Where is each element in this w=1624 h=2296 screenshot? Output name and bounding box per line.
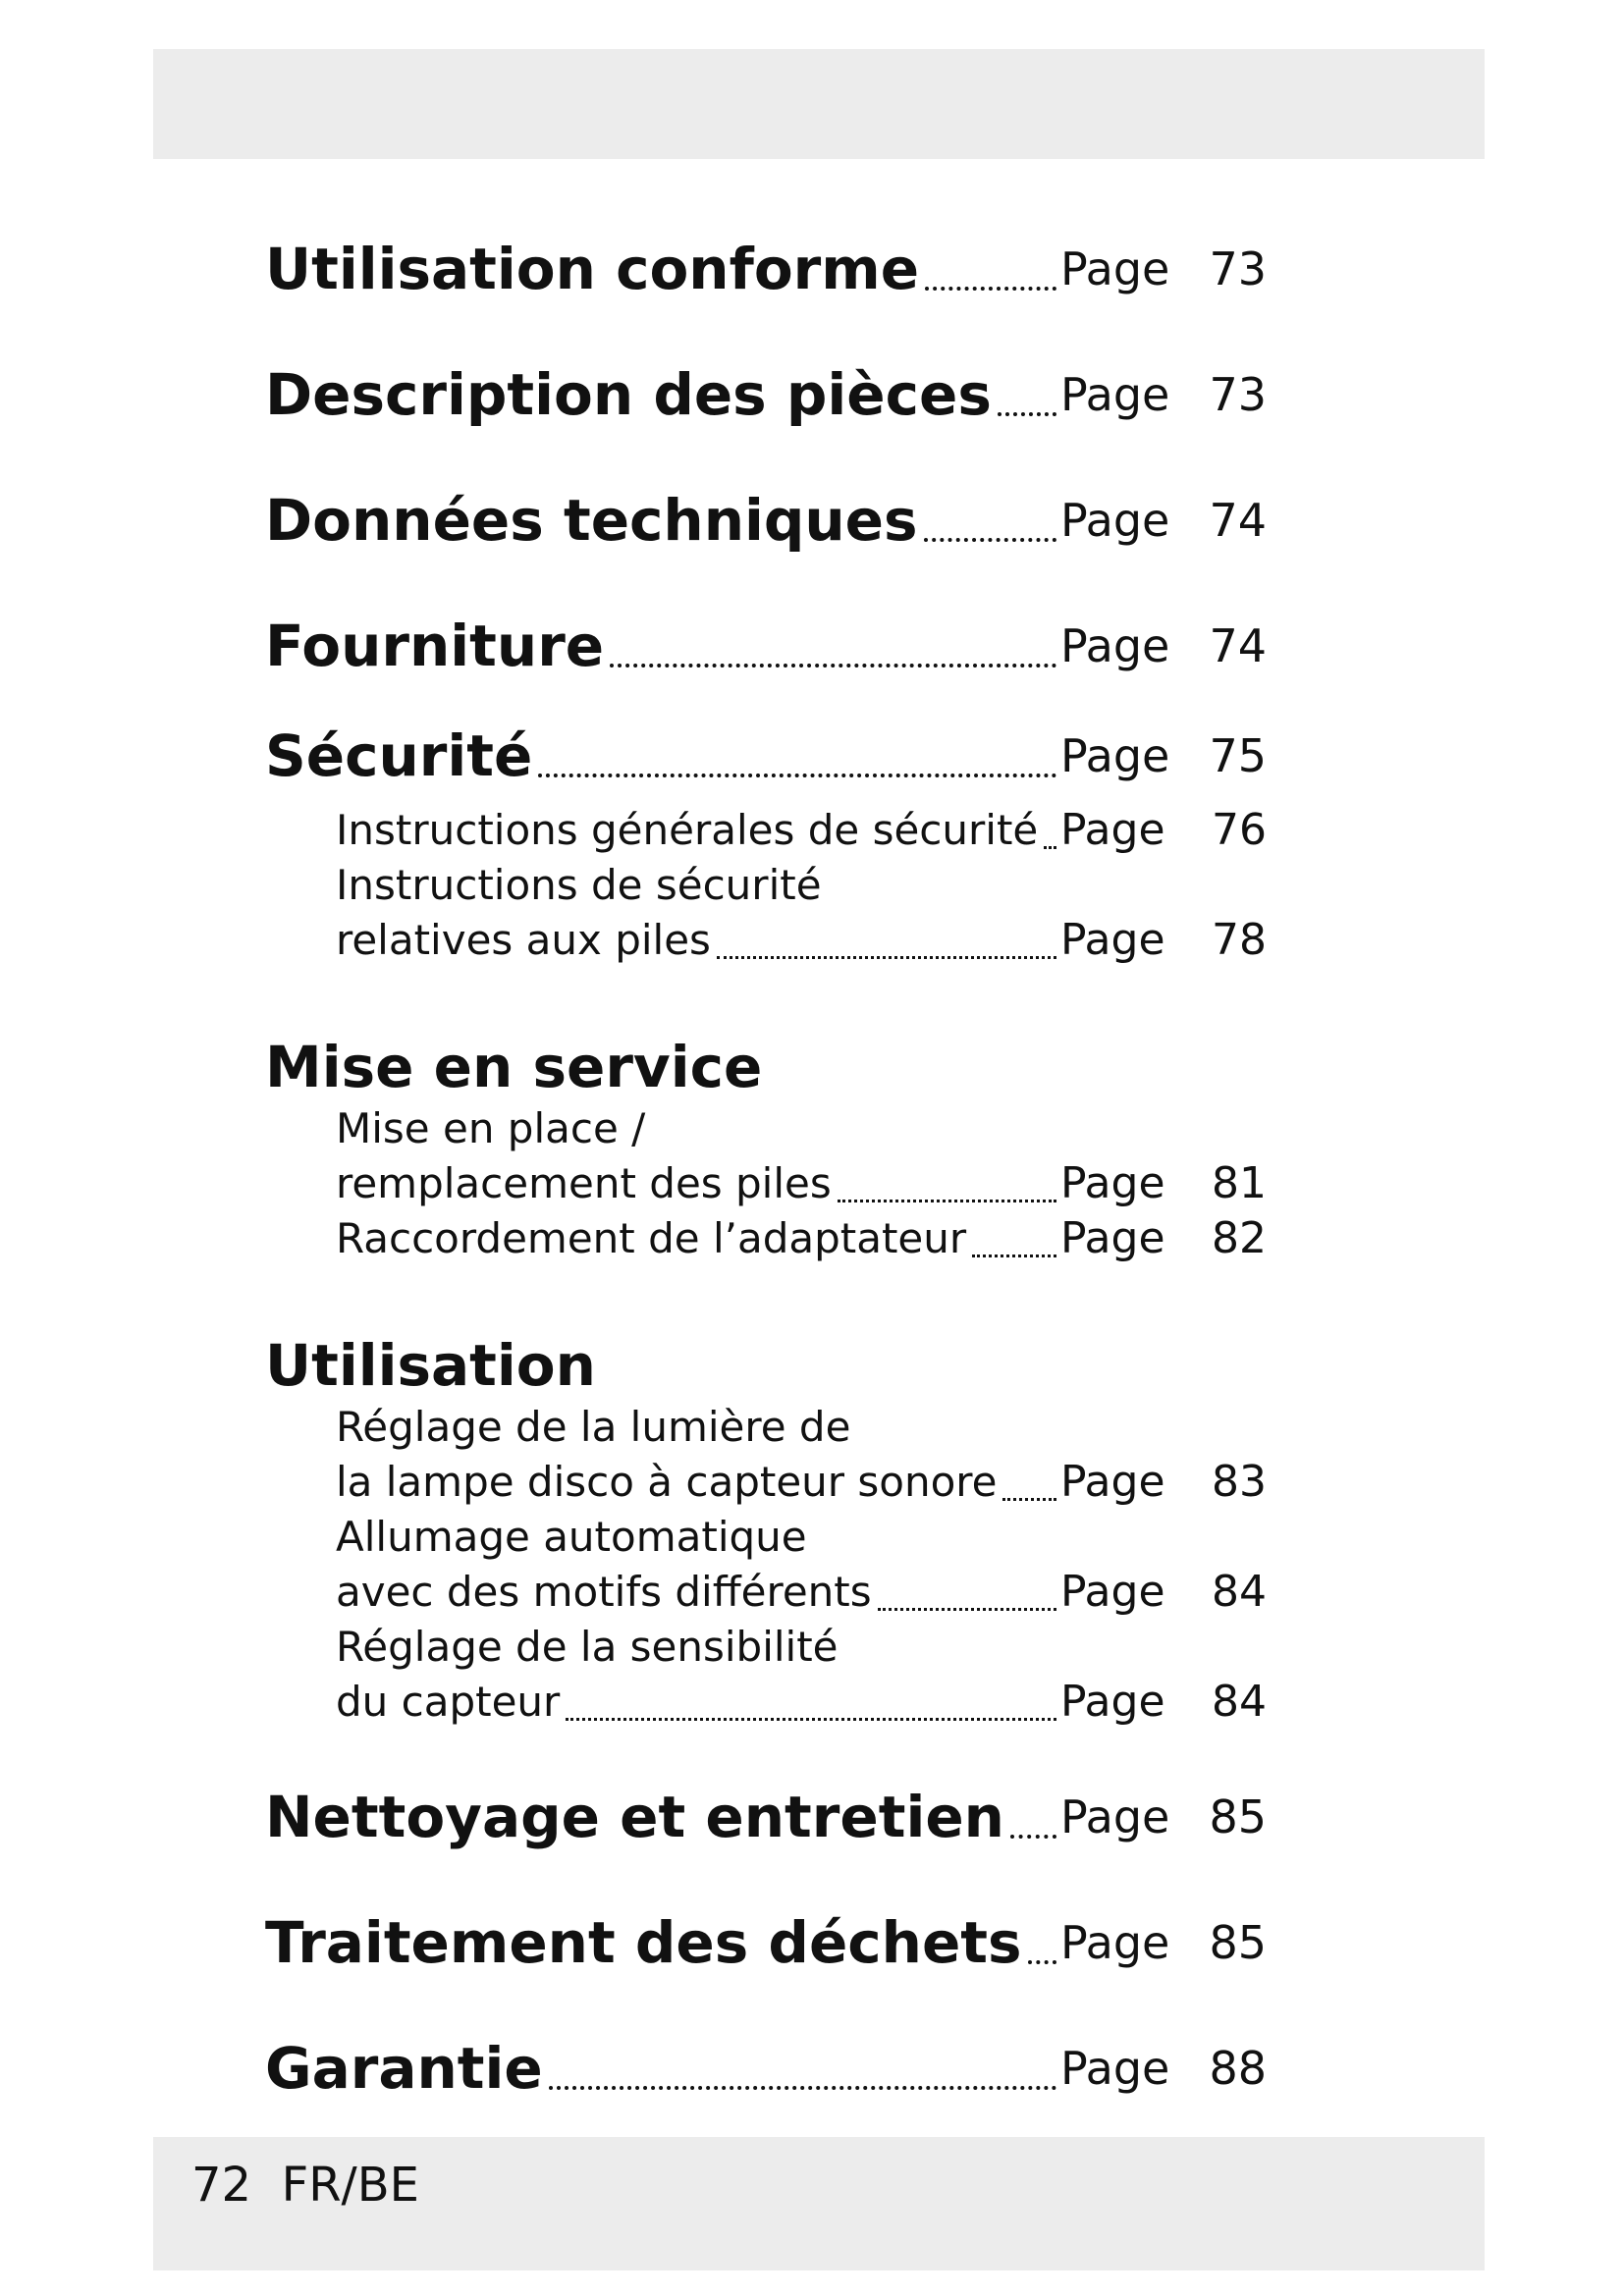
toc-subentry-title: relatives aux piles — [336, 915, 711, 964]
page-footer: 72 FR/BE — [191, 2158, 419, 2213]
page-number: 74 — [1209, 619, 1267, 672]
page-label: Page — [1060, 494, 1170, 547]
toc-entry[interactable] — [265, 1754, 1267, 1880]
toc-entry[interactable] — [265, 332, 1267, 457]
toc-subentry[interactable] — [265, 1155, 1267, 1210]
toc-subentry[interactable] — [265, 1619, 1267, 1674]
leader-dots — [998, 400, 1056, 416]
toc-section-heading — [265, 1002, 1267, 1100]
page-label: Page — [1060, 728, 1170, 782]
toc-entry-title: Sécurité — [265, 721, 533, 789]
toc-subentry-title: Instructions générales de sécurité — [336, 805, 1039, 854]
toc-entry[interactable] — [265, 457, 1267, 583]
toc-subentry[interactable] — [265, 1100, 1267, 1155]
page-number: 83 — [1212, 1456, 1267, 1507]
toc-entry[interactable] — [265, 583, 1267, 709]
leader-dots — [1002, 1486, 1056, 1501]
page-label: Page — [1060, 914, 1165, 965]
page-number: 81 — [1212, 1157, 1267, 1208]
toc-subentry-title: Mise en place / — [336, 1103, 646, 1152]
toc-subentry-title: Allumage automatique — [336, 1512, 807, 1561]
leader-dots — [1028, 1949, 1056, 1964]
toc-subentry[interactable] — [265, 802, 1267, 857]
leader-dots — [878, 1596, 1056, 1611]
toc-subentry[interactable] — [265, 1509, 1267, 1564]
page-number: 88 — [1209, 2042, 1267, 2095]
leader-dots — [549, 2074, 1056, 2090]
page-number: 84 — [1212, 1676, 1267, 1727]
leader-dots — [717, 944, 1056, 959]
leader-dots — [972, 1243, 1056, 1257]
toc-subentry-title: remplacement des piles — [336, 1158, 832, 1207]
page-label: Page — [1060, 1157, 1165, 1208]
page-number: 82 — [1212, 1212, 1267, 1263]
toc-entry-title: Utilisation conforme — [265, 236, 920, 302]
toc-entry[interactable] — [265, 2005, 1267, 2131]
page-number: 84 — [1212, 1566, 1267, 1617]
page-label: Page — [1060, 1212, 1165, 1263]
page-label: Page — [1060, 242, 1170, 295]
page-label: Page — [1060, 1566, 1165, 1617]
toc-subentry[interactable] — [265, 1399, 1267, 1454]
page-label: Page — [1060, 2042, 1170, 2095]
toc-subentry-title: Réglage de la lumière de — [336, 1402, 851, 1451]
page-label: Page — [1060, 1916, 1170, 1969]
toc-entry[interactable] — [265, 1880, 1267, 2005]
page-label: Page — [1060, 1790, 1170, 1843]
table-of-contents — [265, 206, 1267, 2131]
leader-dots — [924, 526, 1056, 542]
header-band — [153, 49, 1485, 159]
page-label: Page — [1060, 1456, 1165, 1507]
toc-entry-title: Utilisation — [265, 1332, 596, 1399]
page-number: 85 — [1209, 1790, 1267, 1843]
toc-subentry-title: Instructions de sécurité — [336, 860, 822, 909]
toc-subentry-title: du capteur — [336, 1677, 561, 1726]
toc-entry-title: Mise en service — [265, 1034, 763, 1100]
page-number: 74 — [1209, 494, 1267, 547]
toc-subentry[interactable] — [265, 1210, 1267, 1265]
page-number: 78 — [1212, 914, 1267, 965]
toc-subentry-title: Raccordement de l’adaptateur — [336, 1213, 967, 1262]
page-number: 73 — [1209, 368, 1267, 421]
page-label: Page — [1060, 1676, 1165, 1727]
toc-entry[interactable] — [265, 709, 1267, 802]
page-label: Page — [1060, 368, 1170, 421]
page-label: Page — [1060, 619, 1170, 672]
page-number: 73 — [1209, 242, 1267, 295]
toc-entry-title: Traitement des déchets — [265, 1909, 1022, 1976]
leader-dots — [838, 1188, 1056, 1202]
toc-entry-title: Description des pièces — [265, 361, 992, 428]
leader-dots — [610, 652, 1056, 667]
toc-subentry[interactable] — [265, 857, 1267, 912]
leader-dots — [1044, 834, 1056, 849]
toc-entry-title: Nettoyage et entretien — [265, 1784, 1004, 1850]
page-number: 75 — [1209, 728, 1267, 782]
toc-subentry-title: la lampe disco à capteur sonore — [336, 1457, 998, 1506]
toc-entry-title: Fourniture — [265, 613, 605, 679]
toc-subentry[interactable] — [265, 1454, 1267, 1509]
toc-entry-title: Données techniques — [265, 487, 918, 554]
toc-subentry-title: avec des motifs différents — [336, 1567, 872, 1616]
toc-subentry[interactable] — [265, 1674, 1267, 1729]
toc-section-heading — [265, 1301, 1267, 1399]
leader-dots — [538, 762, 1056, 777]
page-label: Page — [1060, 804, 1165, 855]
toc-subentry-title: Réglage de la sensibilité — [336, 1622, 839, 1671]
leader-dots — [925, 275, 1056, 291]
toc-subentry[interactable] — [265, 912, 1267, 967]
page-number: 76 — [1212, 804, 1267, 855]
page-number: 85 — [1209, 1916, 1267, 1969]
toc-subentry[interactable] — [265, 1564, 1267, 1619]
toc-entry[interactable] — [265, 206, 1267, 332]
leader-dots — [1010, 1823, 1056, 1839]
toc-entry-title: Garantie — [265, 2035, 543, 2102]
leader-dots — [566, 1706, 1056, 1721]
